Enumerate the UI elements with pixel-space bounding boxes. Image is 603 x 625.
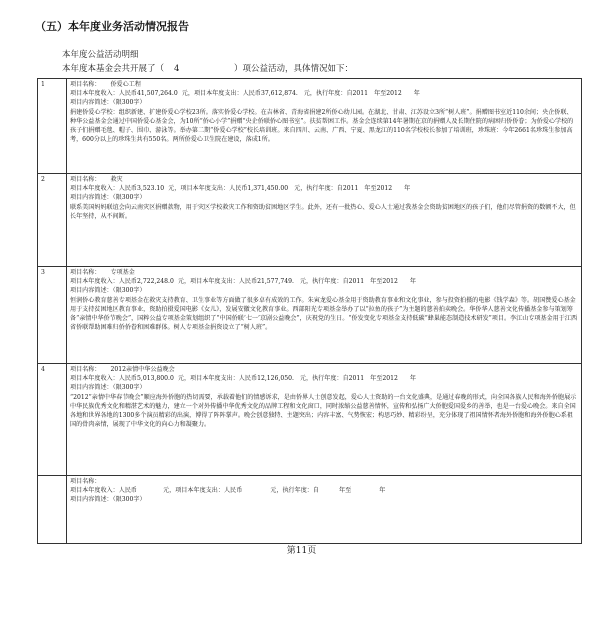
summary-line bbox=[62, 62, 353, 74]
project-name: 专项基金 bbox=[110, 269, 135, 276]
summary-suffix: ）项公益活动，具体情况如下： bbox=[234, 64, 354, 74]
project-details bbox=[67, 364, 582, 476]
project-row bbox=[38, 79, 582, 174]
project-number: 2 bbox=[38, 174, 67, 267]
to-label: 年至 bbox=[370, 375, 383, 383]
project-name-line bbox=[70, 175, 578, 184]
name-label: 项目名称： bbox=[70, 176, 101, 183]
project-details bbox=[67, 79, 582, 174]
start-year: 2011 bbox=[348, 278, 365, 286]
activity-table bbox=[37, 78, 582, 544]
income-label: 项目本年度收入： bbox=[70, 375, 119, 383]
project-content-label bbox=[70, 286, 578, 295]
project-name: 2012亲情中华公益晚会 bbox=[110, 366, 175, 373]
end-year: 2012 bbox=[382, 375, 398, 383]
year-label: 年 bbox=[409, 375, 416, 383]
content-label: 项目内容简述： bbox=[70, 194, 113, 202]
start-year: 2011 bbox=[348, 375, 365, 383]
from-label: 自 bbox=[312, 487, 319, 495]
project-income: 2,722,248.0 bbox=[137, 278, 174, 286]
project-expense: 37,612,874. bbox=[260, 90, 298, 98]
end-year: 2012 bbox=[382, 278, 398, 286]
income-label: 项目本年度收入： bbox=[70, 185, 119, 193]
project-number: 1 bbox=[38, 79, 67, 174]
yuan-unit: 元， bbox=[270, 487, 283, 495]
project-content-label bbox=[70, 383, 578, 392]
project-income: 5,013,800.0 bbox=[137, 375, 174, 383]
income-label: 项目本年度收入： bbox=[70, 487, 119, 495]
project-name-line bbox=[70, 80, 578, 89]
project-finance-line bbox=[70, 486, 578, 495]
currency-label: 人民币 bbox=[118, 90, 138, 98]
yuan-unit: 元， bbox=[299, 278, 313, 286]
income-label: 项目本年度收入： bbox=[70, 90, 119, 98]
income-label: 项目本年度收入： bbox=[70, 278, 119, 286]
expense-label: 项目本年度支出： bbox=[190, 278, 239, 286]
name-label: 项目名称： bbox=[70, 478, 101, 485]
subtitle: 本年度公益活动明细 bbox=[62, 50, 139, 60]
period-label: 执行年度： bbox=[306, 185, 337, 193]
currency-label: 人民币 bbox=[238, 375, 258, 383]
year-label: 年 bbox=[409, 278, 416, 286]
project-number bbox=[38, 476, 67, 544]
project-finance-line bbox=[70, 374, 578, 383]
project-finance-line bbox=[70, 277, 578, 286]
currency-label: 人民币 bbox=[118, 487, 138, 495]
project-income: 3,523.10 bbox=[137, 185, 165, 193]
section-title: （五）本年度业务活动情况报告 bbox=[35, 20, 189, 33]
project-details bbox=[67, 267, 582, 364]
project-content-label bbox=[70, 98, 578, 107]
yuan-unit: 元， bbox=[168, 185, 181, 193]
project-expense: 12,126,050. bbox=[257, 375, 294, 383]
project-name-line bbox=[70, 477, 578, 486]
summary-prefix: 本年度本基金会共开展了（ bbox=[62, 64, 165, 74]
period-label: 执行年度： bbox=[312, 278, 343, 286]
from-label: 自 bbox=[342, 375, 349, 383]
project-description: 捐建侨爱心学校：组织新建、扩建侨爱心学校23所。落实侨爱心学校。在吉林省、青海省捐建2所侨心幼儿园。在湖北、甘肃、江苏设立3所“树人班”。捐赠图书室近110余间；央企侨联、种华公益基金会通过中国侨爱心基金会，为10所“侨心小学”捐赠“央企侨联侨心图书室”。扶贫帮困工作。基金会连续第14年暑期在京的捐赠人及长期住院的病困归侨侨眷；为侨爱心学校的孩子们捐赠毛毯、帽子、围巾、游泳等。举办第二期“侨爱心学校”校长培训班。来自四川、云南、广西、宁夏、黑龙江的110名学校校长参加了培训班，珍珠班：今年2661名珍珠生参加高考，600分以上的珍珠生共有550名。两所侨爱心卫生院在建设，落成1所。 bbox=[70, 108, 574, 144]
project-content-label bbox=[70, 495, 578, 504]
period-label: 执行年度： bbox=[312, 375, 343, 383]
currency-label: 人民币 bbox=[238, 278, 258, 286]
project-name: 侨爱心工程 bbox=[110, 81, 141, 88]
project-income: 41,507,264.0 bbox=[137, 90, 178, 98]
project-content-label bbox=[70, 193, 578, 202]
start-year: 2011 bbox=[352, 90, 369, 98]
project-number: 4 bbox=[38, 364, 67, 476]
from-label: 自 bbox=[342, 278, 349, 286]
expense-label: 项目本年度支出： bbox=[175, 487, 224, 495]
page-number: 第11页 bbox=[286, 546, 317, 556]
content-label: 项目内容简述： bbox=[70, 496, 113, 504]
project-row bbox=[38, 174, 582, 267]
currency-label: 人民币 bbox=[118, 278, 138, 286]
currency-label: 人民币 bbox=[118, 185, 138, 193]
expense-label: 项目本年度支出： bbox=[180, 185, 230, 193]
to-label: 年至 bbox=[364, 185, 377, 193]
period-label: 执行年度： bbox=[282, 487, 313, 495]
to-label: 年至 bbox=[370, 278, 383, 286]
currency-label: 人民币 bbox=[118, 375, 138, 383]
name-label: 项目名称： bbox=[70, 269, 101, 276]
project-finance-line bbox=[70, 89, 578, 98]
expense-label: 项目本年度支出： bbox=[193, 90, 243, 98]
project-details bbox=[67, 174, 582, 267]
name-label: 项目名称： bbox=[70, 81, 101, 88]
yuan-unit: 元， bbox=[294, 185, 307, 193]
project-description: 恒润侨心教育慈善专项基金在救灾支持教育、卫生事业等方面做了很多卓有成效的工作。朱寅龙爱心基金用于资助教育事业和文化事业，参与投资拍摄的电影《钱学森》等。胡国赞爱心基金用于支持贫困地区教育事业，资助拍摄爱国电影《女儿》，发展安徽文化教育事业。西部阳光专项基金举办了以“拉鱼的孩子”为主题的慈善拍卖晚会。华侨华人慈善文化传播基金参与策划筹备“亲情中华侨节晚会”，国粹公益专项基金策划组织了“中国侨联‘七一’京剧公益晚会”，庆祝党的生日。“侨发变化专项基金支持低碳“蜂巢能态制造技术研发”项目。李江山专项基金用于江西省侨联帮助困难归侨侨眷和困难群体。树人专项基金捐资设立了“树人班”。 bbox=[70, 296, 578, 332]
limit-note: （限300字） bbox=[112, 194, 146, 202]
currency-label: 人民币 bbox=[229, 185, 248, 193]
project-row bbox=[38, 364, 582, 476]
limit-note: （限300字） bbox=[112, 287, 146, 295]
project-name: 救灾 bbox=[110, 176, 123, 183]
expense-label: 项目本年度支出： bbox=[190, 375, 239, 383]
project-description: “2012”亲情中华春节晚会”顺应海外侨胞的热切需要，承载着他们的情感诉求，是由侨界人士创意发起，爱心人士资助的一台文化盛典，是通过春晚的形式，向全国各族人民和海外侨胞展示中华民族优秀文化和精湛艺术的魅力，建立一个对外传播中华优秀文化的品牌工程和文化窗口，同时浓缩公益慈善情怀，宣传和弘扬广大侨胞爱国爱乡的善举，也是一台爱心晚会。来自全国各地和世界各地的1300多个演员精彩的出演，博得了阵阵掌声。晚会创意独特、主题突出；内容丰富、气势恢宏；构思巧妙、精彩纷呈，充分体现了祖国情怀者海外侨胞和海外侨胞心系祖国的骨肉亲情，展现了中华文化的向心力和凝聚力。 bbox=[70, 393, 577, 429]
year-label: 年 bbox=[379, 487, 386, 495]
project-expense: 1,371,450.00 bbox=[247, 185, 289, 193]
content-label: 项目内容简述： bbox=[70, 99, 113, 107]
start-year: 2011 bbox=[342, 185, 359, 193]
yuan-unit: 元， bbox=[303, 90, 316, 98]
limit-note: （限300字） bbox=[112, 384, 146, 392]
project-number: 3 bbox=[38, 267, 67, 364]
yuan-unit: 元， bbox=[177, 278, 191, 286]
year-label: 年 bbox=[404, 185, 411, 193]
yuan-unit: 元， bbox=[181, 90, 194, 98]
name-label: 项目名称： bbox=[70, 366, 101, 373]
yuan-unit: 元， bbox=[177, 375, 191, 383]
project-row bbox=[38, 267, 582, 364]
yuan-unit: 元， bbox=[163, 487, 176, 495]
currency-label: 人民币 bbox=[223, 487, 243, 495]
project-description: 联系美国妈妈联谊会向云南灾区捐赠款物，用于灾区学校救灾工作和资助贫困地区学生。此外，还有一批热心、爱心人士通过我基金会资助贫困地区的孩子们，他们尽管捐资的数额不大，但长年坚持，从不间断。 bbox=[70, 203, 576, 220]
from-label: 自 bbox=[346, 90, 353, 98]
project-expense: 21,577,749. bbox=[257, 278, 294, 286]
limit-note: （限300字） bbox=[112, 99, 146, 107]
year-label: 年 bbox=[413, 90, 420, 98]
end-year: 2012 bbox=[376, 185, 393, 193]
period-label: 执行年度： bbox=[315, 90, 347, 98]
limit-note: （限300字） bbox=[112, 496, 146, 504]
to-label: 年至 bbox=[374, 90, 387, 98]
activity-count: 4 bbox=[174, 64, 180, 74]
project-finance-line bbox=[70, 184, 578, 193]
content-label: 项目内容简述： bbox=[70, 384, 113, 392]
project-name-line bbox=[70, 268, 578, 277]
from-label: 自 bbox=[336, 185, 343, 193]
yuan-unit: 元， bbox=[299, 375, 313, 383]
project-details bbox=[67, 476, 582, 544]
project-row bbox=[38, 476, 582, 544]
currency-label: 人民币 bbox=[242, 90, 261, 98]
content-label: 项目内容简述： bbox=[70, 287, 113, 295]
to-label: 年至 bbox=[339, 487, 352, 495]
project-name-line bbox=[70, 365, 578, 374]
end-year: 2012 bbox=[386, 90, 402, 98]
